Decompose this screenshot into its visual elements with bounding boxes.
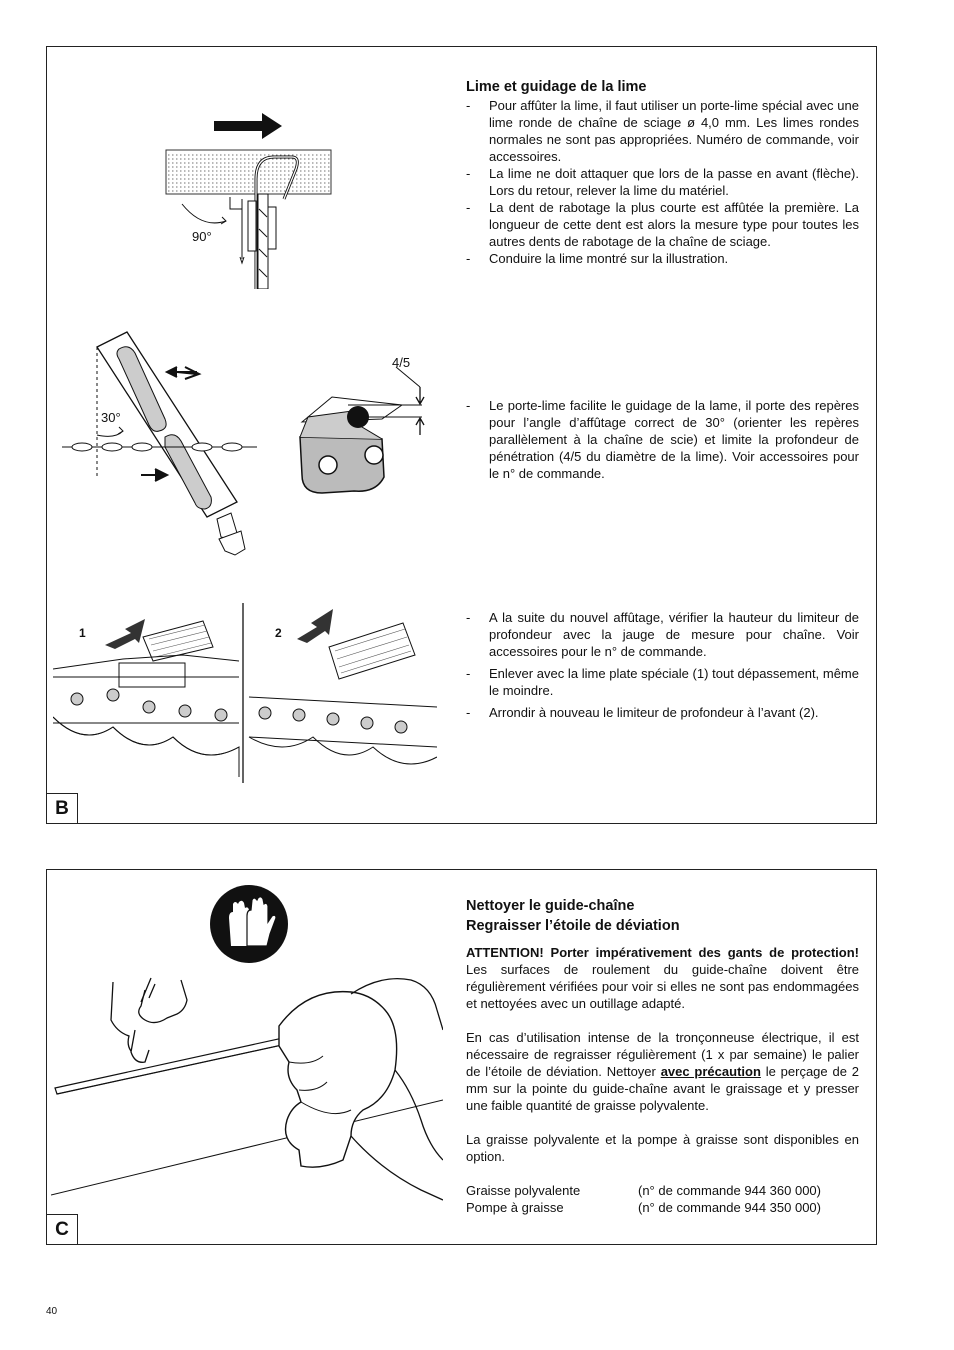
section-cleaning-heading-line1: Nettoyer le guide-chaîne [466, 898, 635, 914]
gloves-warning-text: ATTENTION! Porter impérativement des gants de protection! [466, 945, 859, 960]
section-file-holder [466, 397, 859, 482]
part-order-number: (n° de commande 944 360 000) [638, 1183, 821, 1198]
angle-30-label: 30° [101, 410, 121, 425]
file-holder-list [466, 397, 859, 482]
cutter-depth-illustration [292, 347, 442, 507]
section-bar-cleaning [466, 896, 859, 1216]
depth-limiter-illustration [53, 597, 437, 787]
file-holder-30-degree-illustration [57, 327, 267, 557]
section-cleaning-heading-line2: Regraisser l’étoile de déviation [466, 918, 680, 934]
greasing-paragraph [466, 1029, 859, 1114]
panel-c [46, 869, 877, 1245]
section-file-guidance [466, 77, 859, 267]
list-item: - A la suite du nouvel affûtage, vérifier la hauteur du limiteur de profondeur avec la jauge de mesure pour chaîne. Voir accessoires pour le n° de commande. [466, 609, 859, 660]
panel-c-label: C [46, 1214, 78, 1245]
list-item: - Pour affûter la lime, il faut utiliser un porte-lime spécial avec une lime ronde de chaîne de sciage ø 4,0 mm. Les limes rondes normales ne sont pas appropriées. Numéro de commande, voir accessoires. [466, 97, 859, 165]
list-item: - Enlever avec la lime plate spéciale (1) tout dépassement, même le moindre. [466, 665, 859, 699]
page-number: 40 [46, 1306, 58, 1317]
part-order-number: (n° de commande 944 350 000) [638, 1200, 821, 1215]
list-item: - La lime ne doit attaquer que lors de la passe en avant (flèche). Lors du retour, relever la lime du matériel. [466, 165, 859, 199]
part-name: Graisse polyvalente [466, 1183, 581, 1198]
file-guidance-list [466, 97, 859, 267]
section-depth-limiter [466, 609, 859, 726]
section-file-heading: Lime et guidage de la lime [466, 79, 647, 95]
bar-cleaning-illustration [51, 970, 443, 1240]
step-2-label: 2 [275, 626, 282, 640]
list-item: - Arrondir à nouveau le limiteur de profondeur à l’avant (2). [466, 704, 859, 721]
caution-emphasis: avec précaution [660, 1064, 761, 1079]
depth-limiter-list [466, 609, 859, 721]
angle-90-label: 90° [192, 229, 212, 244]
step-1-label: 1 [79, 626, 86, 640]
greasing-text-before: En cas d’utilisation intense de la tronçonneuse électrique, il est nécessaire de regraisser régulièrement (1 x par semaine) le palier de l’étoile de déviation. Nettoyer [466, 1030, 859, 1079]
panel-b [46, 46, 877, 824]
list-item: - La dent de rabotage la plus courte est affûtée la première. La longueur de cette dent est alors la mesure type pour toutes les autres dents de rabotage de la chaîne de sciage. [466, 199, 859, 250]
part-name: Pompe à graisse [466, 1200, 564, 1215]
inspection-text: Les surfaces de roulement du guide-chaîne doivent être régulièrement vérifiées pour voir si elles ne sont pas endommagées et nettoyées avec un outillage adapté. [466, 962, 859, 1011]
gloves-warning-icon [209, 884, 289, 964]
ratio-label: 4/5 [392, 355, 411, 370]
panel-b-label: B [46, 793, 78, 824]
greasing-text-after: le perçage de 2 mm sur la pointe du guide-chaîne avant le graissage et y presser une faible quantité de graisse polyvalente. [466, 1064, 859, 1113]
list-item: - Conduire la lime montré sur la illustration. [466, 250, 859, 267]
list-item: - Le porte-lime facilite le guidage de la lame, il porte des repères pour l’angle d’affûtage correct de 30° (orienter les repères parallèlement à la chaîne de scie) et limite la profondeur de pénétration (4/5 du diamètre de la lime). Voir accessoires pour le n° de commande. [466, 397, 859, 482]
file-90-degree-illustration [162, 109, 352, 289]
options-paragraph: La graisse polyvalente et la pompe à graisse sont disponibles en option. [466, 1132, 859, 1164]
parts-list [466, 1182, 859, 1216]
warning-paragraph [466, 944, 859, 1012]
